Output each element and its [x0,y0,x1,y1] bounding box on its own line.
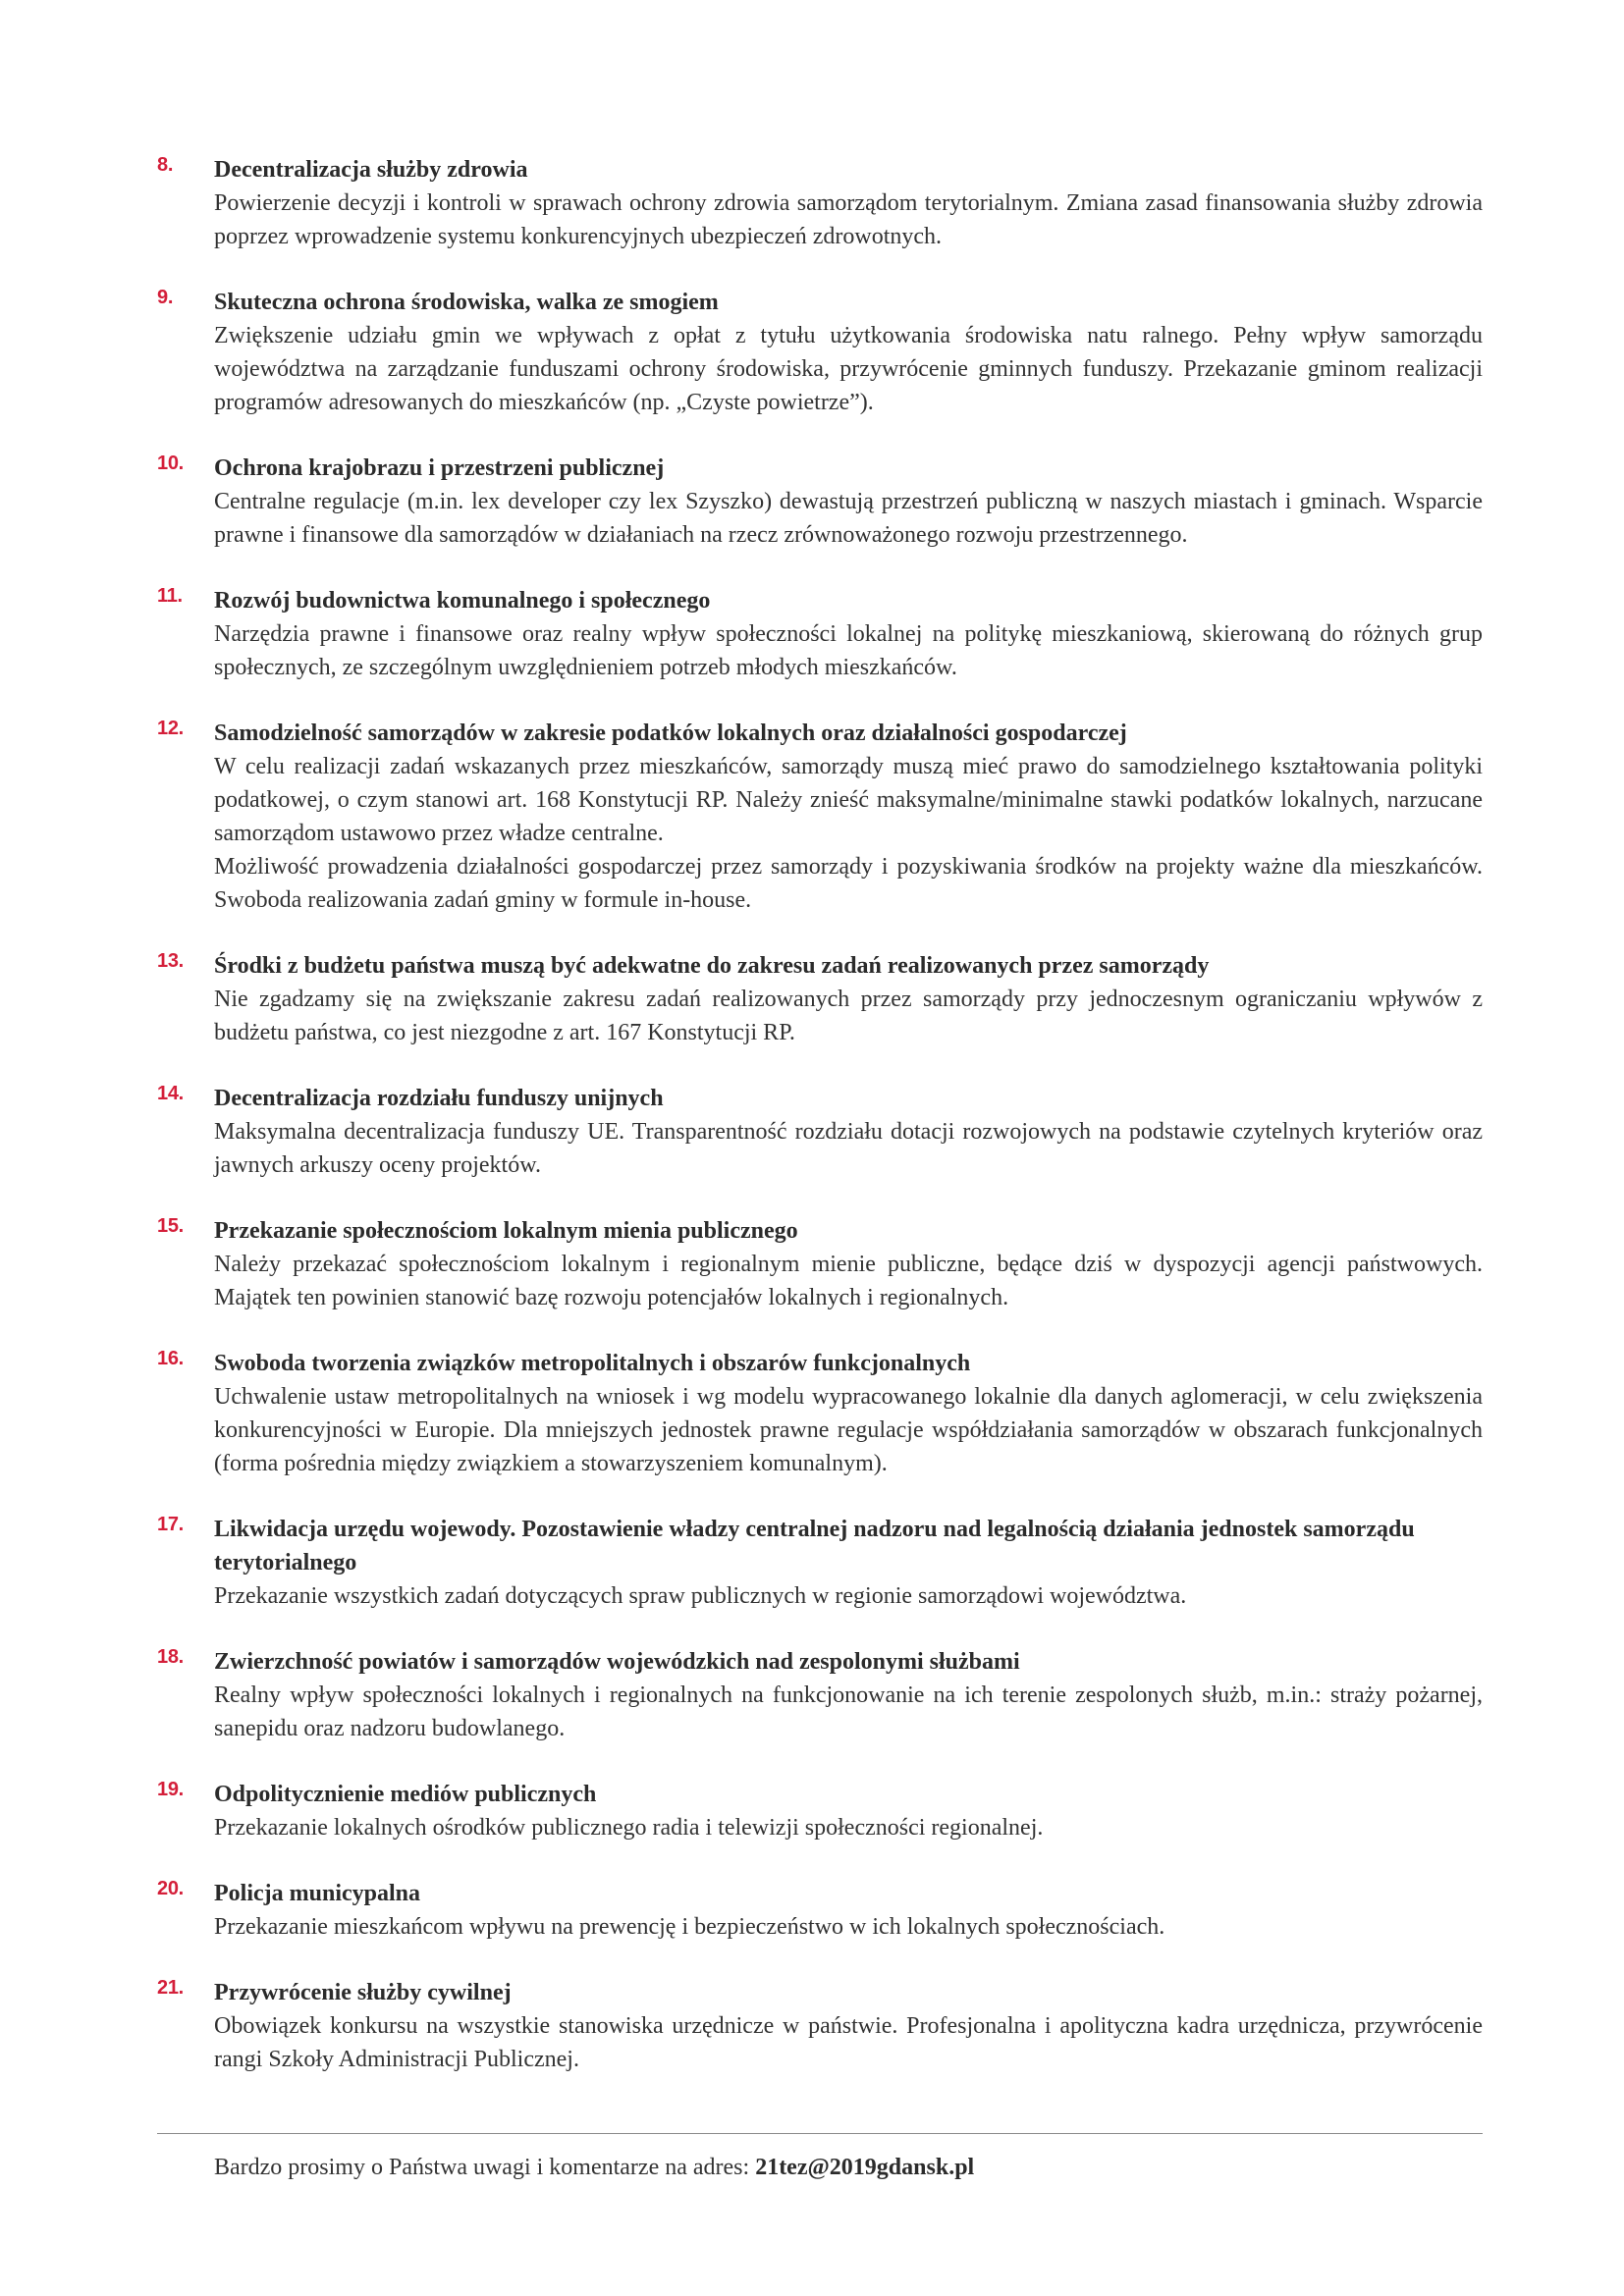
item-description: Narzędzia prawne i finansowe oraz realny wpływ społeczności lokalnej na politykę mieszkaniową, skierowaną do różnych grup społecznych, ze szczególnym uwzględnieniem potrzeb młodych mieszkańców. [214,621,1483,680]
item-number: 11. [157,585,183,607]
item-number: 16. [157,1348,184,1369]
item-description: Realny wpływ społeczności lokalnych i regionalnych na funkcjonowanie na ich terenie zespolonych służb, m.in.: straży pożarnej, sanepidu oraz nadzoru budowlanego. [214,1682,1483,1741]
footer-divider [157,2133,1483,2134]
list-item [157,153,1483,253]
footer-note [214,2151,974,2184]
item-title: Samodzielność samorządów w zakresie podatków lokalnych oraz działalności gospodarczej [214,721,1127,746]
item-title: Decentralizacja rozdziału funduszy unijnych [214,1086,664,1111]
item-number: 17. [157,1514,184,1535]
item-description: Obowiązek konkursu na wszystkie stanowiska urzędnicze w państwie. Profesjonalna i apolityczna kadra urzędnicza, przywrócenie rangi Szkoły Administracji Publicznej. [214,2013,1483,2072]
item-description: W celu realizacji zadań wskazanych przez mieszkańców, samorządy muszą mieć prawo do samodzielnego kształtowania polityki podatkowej, o czym stanowi art. 168 Konstytucji RP. Należy znieść maksymalne/minimalne stawki podatków lokalnych, narzucane samorządom ustawowo przez władze centralne. [214,754,1483,846]
list-item [157,1976,1483,2076]
item-description: Przekazanie mieszkańcom wpływu na prewencję i bezpieczeństwo w ich lokalnych społecznościach. [214,1914,1165,1940]
item-description: Powierzenie decyzji i kontroli w sprawach ochrony zdrowia samorządom terytorialnym. Zmiana zasad finansowania służby zdrowia poprzez wprowadzenie systemu konkurencyjnych ubezpieczeń zdrowotnych. [214,190,1483,249]
list-item [157,1877,1483,1944]
item-title: Odpolitycznienie mediów publicznych [214,1782,597,1807]
item-number: 12. [157,718,184,739]
item-title: Swoboda tworzenia związków metropolitalnych i obszarów funkcjonalnych [214,1351,971,1376]
list-item [157,1778,1483,1844]
item-title: Przywrócenie służby cywilnej [214,1980,512,2005]
item-number: 9. [157,287,174,308]
item-number: 21. [157,1977,184,1999]
contact-email[interactable]: 21tez@2019gdansk.pl [755,2155,975,2180]
item-title: Zwierzchność powiatów i samorządów wojewódzkich nad zespolonymi służbami [214,1649,1020,1675]
list-item [157,584,1483,684]
item-description: Nie zgadzamy się na zwiększanie zakresu zadań realizowanych przez samorządy przy jednoczesnym ograniczaniu wpływów z budżetu państwa, co jest niezgodne z art. 167 Konstytucji RP. [214,987,1483,1045]
item-description: Zwiększenie udziału gmin we wpływach z opłat z tytułu użytkowania środowiska natu ralnego. Pełny wpływ samorządu województwa na zarządzanie funduszami ochrony środowiska, przywrócenie gminnych funduszy. Przekazanie gminom realizacji programów adresowanych do mieszkańców (np. „Czyste powietrze”). [214,323,1483,415]
item-title: Rozwój budownictwa komunalnego i społecznego [214,588,711,614]
item-number: 19. [157,1779,184,1800]
list-item [157,1214,1483,1314]
postulates-list [157,153,1483,2109]
item-number: 10. [157,453,184,474]
item-description: Przekazanie lokalnych ośrodków publicznego radia i telewizji społeczności regionalnej. [214,1815,1044,1841]
item-title: Przekazanie społecznościom lokalnym mienia publicznego [214,1218,798,1244]
list-item [157,1082,1483,1182]
list-item [157,949,1483,1049]
item-title: Likwidacja urzędu wojewody. Pozostawienie władzy centralnej nadzoru nad legalnością działania jednostek samorządu terytorialnego [214,1517,1415,1575]
item-title: Ochrona krajobrazu i przestrzeni publicznej [214,455,665,481]
item-description: Należy przekazać społecznościom lokalnym i regionalnym mienie publiczne, będące dziś w dyspozycji agencji państwowych. Majątek ten powinien stanowić bazę rozwoju potencjałów lokalnych i regionalnych. [214,1252,1483,1310]
item-description: Maksymalna decentralizacja funduszy UE. Transparentność rozdziału dotacji rozwojowych na podstawie czytelnych kryteriów oraz jawnych arkuszy oceny projektów. [214,1119,1483,1178]
item-title: Skuteczna ochrona środowiska, walka ze smogiem [214,290,719,315]
item-title: Środki z budżetu państwa muszą być adekwatne do zakresu zadań realizowanych przez samorządy [214,953,1210,979]
list-item [157,452,1483,552]
list-item [157,1347,1483,1480]
list-item [157,1513,1483,1613]
item-number: 14. [157,1083,184,1104]
list-item [157,717,1483,917]
item-number: 8. [157,154,174,176]
list-item [157,1645,1483,1745]
item-description: Uchwalenie ustaw metropolitalnych na wniosek i wg modelu wypracowanego lokalnie dla danych aglomeracji, w celu zwiększenia konkurencyjności w Europie. Dla mniejszych jednostek prawne regulacje współdziałania samorządów w obszarach funkcjonalnych (forma pośrednia między związkiem a stowarzyszeniem komunalnym). [214,1384,1483,1476]
item-number: 13. [157,950,184,972]
item-number: 20. [157,1878,184,1899]
item-number: 18. [157,1646,184,1668]
item-description: Możliwość prowadzenia działalności gospodarczej przez samorządy i pozyskiwania środków na projekty ważne dla mieszkańców. Swoboda realizowania zadań gminy w formule in-house. [214,854,1483,913]
list-item [157,286,1483,419]
item-title: Decentralizacja służby zdrowia [214,157,528,183]
item-number: 15. [157,1215,184,1237]
item-title: Policja municypalna [214,1881,421,1906]
item-description: Centralne regulacje (m.in. lex developer czy lex Szyszko) dewastują przestrzeń publiczną w naszych miastach i gminach. Wsparcie prawne i finansowe dla samorządów w działaniach na rzecz zrównoważonego rozwoju przestrzennego. [214,489,1483,548]
item-description: Przekazanie wszystkich zadań dotyczących spraw publicznych w regionie samorządowi województwa. [214,1583,1187,1609]
footer-text: Bardzo prosimy o Państwa uwagi i komentarze na adres: [214,2155,756,2180]
